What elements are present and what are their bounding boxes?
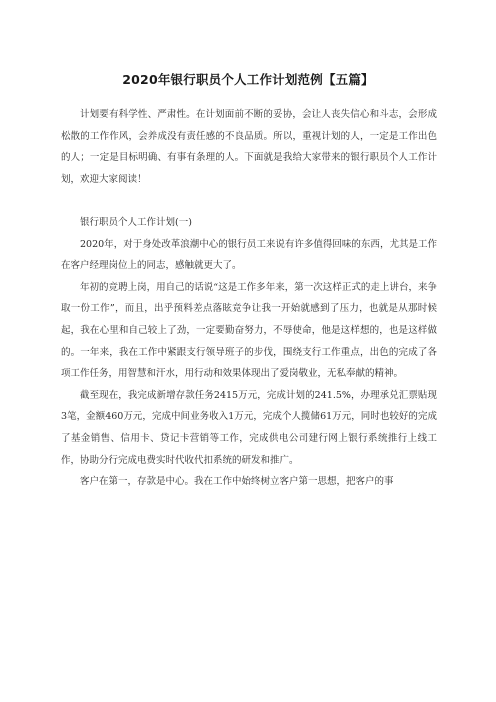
document-title: 2020年银行职员个人工作计划范例【五篇】 [122,72,374,87]
body-paragraph: 年初的竞聘上岗，用自己的话说“这是工作多年来，第一次这样正式的走上讲台，来争取一份工作”，而且，出乎预料差点落眩竞争让我一开始就感到了压力，也就是从那时候起，我在心里和自己较上了劲，一定要勤奋努力，不辱使命，他是这样想的，也是这样做的。一年来，我在工作中紧跟支行领导班子的步伐，围绕支行工作重点，出色的完成了各项工作任务，用智慧和汗水，用行动和效果体现出了爱岗敬业，无私奉献的精神。 [61,281,437,380]
body-paragraph: 2020年，对于身处改革浪潮中心的银行员工来说有许多值得回味的东西，尤其是工作在客户经理岗位上的同志，感触就更大了。 [61,238,437,272]
document-body [61,104,437,493]
intro-paragraph: 计划要有科学性、严肃性。在计划面前不断的妥协，会让人丧失信心和斗志，会形成松散的工作作风，会养成没有责任感的不良品质。所以，重视计划的人，一定是工作出色的人；一定是目标明确、有事有条理的人。下面就是我给大家带来的银行职员个人工作计划，欢迎大家阅读！ [61,109,437,185]
section-heading: 银行职员个人工作计划(一) [80,216,192,228]
body-paragraph: 截至现在，我完成新增存款任务2415万元，完成计划的241.5%，办理承兑汇票贴现3笔，金额460万元，完成中间业务收入1万元，完成个人揽储61万元，同时也较好的完成了基金销售、信用卡、贷记卡营销等工作，完成供电公司建行网上银行系统推行上线工作，协助分行完成电费实时代收代扣系统的研发和推广。 [61,389,437,466]
body-paragraph: 客户在第一，存款是中心。我在工作中始终树立客户第一思想，把客户的事 [80,476,394,488]
